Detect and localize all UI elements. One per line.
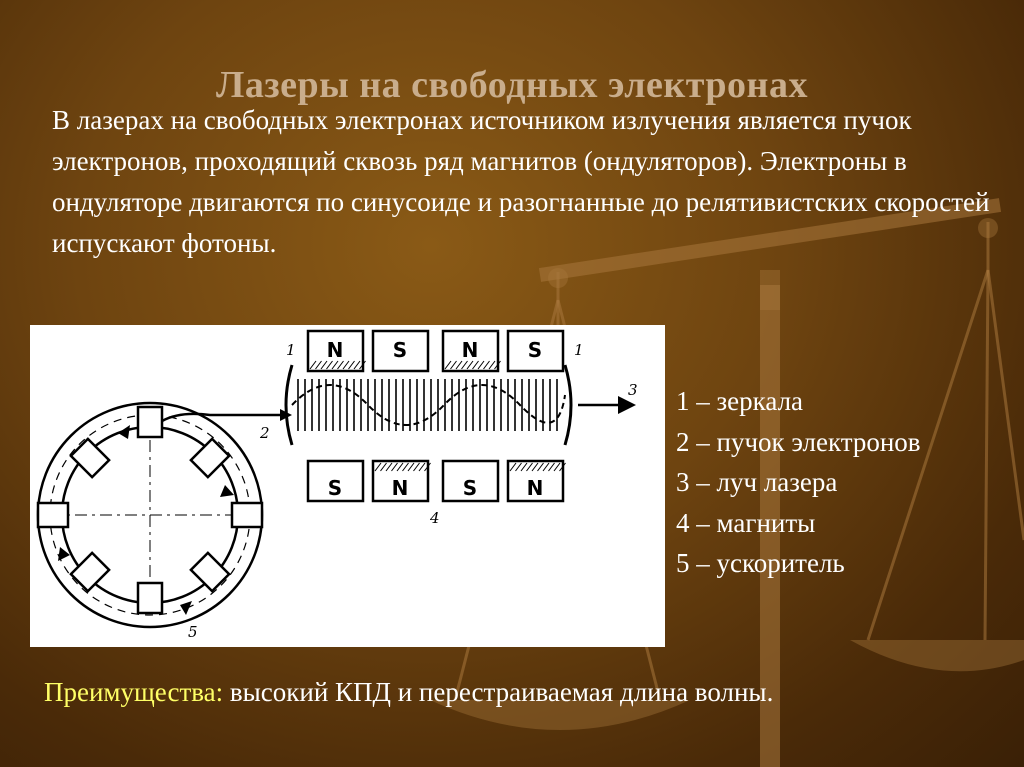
ring-magnet: [232, 503, 262, 527]
marker-accelerator: 5: [188, 623, 198, 641]
marker-beam: 2: [260, 424, 270, 442]
beam-arrow-icon: [220, 485, 234, 497]
intro-paragraph: В лазерах на свободных электронах источником излучения является пучок электронов, проходящий сквозь ряд магнитов (ондуляторов). Электроны в ондуляторе двигаются по синусоиде и разогнанные до релятивистских скоростей испускают фотоны.: [52, 105, 990, 258]
legend-list: [676, 381, 921, 584]
magnet-top-label: N: [326, 338, 344, 362]
beam-arrow-icon: [180, 601, 192, 615]
magnet-top-label: S: [527, 338, 543, 362]
advantages-text: высокий КПД и перестраиваемая длина волны.: [223, 677, 774, 707]
ring-magnet: [138, 583, 162, 613]
mirror-right: [565, 365, 571, 445]
ring-magnet: [71, 553, 109, 591]
legend-item: 2 – пучок электронов: [676, 426, 921, 457]
ring-magnet: [138, 407, 162, 437]
fel-diagram: [30, 325, 665, 647]
legend-item: 1 – зеркала: [676, 386, 804, 416]
ring-magnet: [71, 439, 109, 477]
magnet-bottom-label: S: [327, 476, 343, 500]
magnet-bottom-label: N: [391, 476, 409, 500]
mirror-left: [286, 365, 292, 445]
legend-item: 5 – ускоритель: [676, 548, 845, 578]
ring-magnet: [191, 439, 229, 477]
advantages-line: [44, 677, 773, 708]
magnet-top-label: N: [461, 338, 479, 362]
marker-magnets: 4: [430, 509, 440, 527]
ring-magnet: [191, 553, 229, 591]
marker-mirror-left: 1: [286, 341, 296, 359]
beam-arrow-icon: [118, 425, 130, 439]
magnet-bottom-label: S: [462, 476, 478, 500]
fel-schematic: [30, 325, 665, 647]
legend-item: 4 – магниты: [676, 507, 816, 538]
advantages-label: Преимущества:: [44, 677, 224, 707]
legend-item: 3 – луч лазера: [676, 467, 838, 497]
marker-laser: 3: [628, 381, 638, 399]
magnet-bottom-label: N: [526, 476, 544, 500]
marker-mirror-right: 1: [574, 341, 584, 359]
magnet-top-label: S: [392, 338, 408, 362]
beam-extraction-line: [162, 414, 280, 421]
ring-magnet: [38, 503, 68, 527]
slide-title: Лазеры на свободных электронах: [216, 64, 808, 107]
